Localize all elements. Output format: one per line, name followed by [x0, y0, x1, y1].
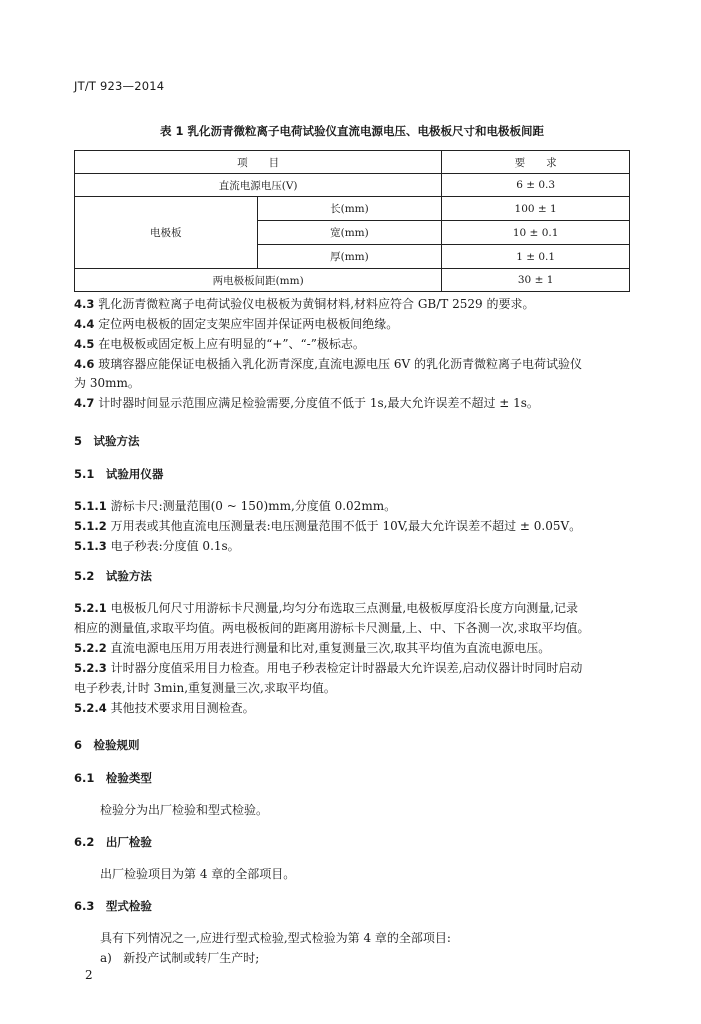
clause-number: 5.1.2 — [74, 519, 107, 533]
list-item-text: 新投产试制或转厂生产时; — [123, 951, 260, 965]
cell-width-label: 宽(mm) — [257, 221, 442, 245]
clause-4-6 — [74, 354, 634, 374]
section-5-heading — [74, 431, 634, 451]
clause-number: 4.6 — [74, 357, 95, 371]
clause-number: 4.3 — [74, 297, 95, 311]
clause-number: 5.2.4 — [74, 701, 107, 715]
cell-length-label: 长(mm) — [257, 197, 442, 221]
clause-4-4 — [74, 314, 634, 334]
section-5-1-heading — [74, 464, 634, 484]
list-item-label: a) — [100, 951, 112, 965]
clause-text: 玻璃容器应能保证电极插入乳化沥青深度,直流电源电压 6V 的乳化沥青微粒离子电荷试验仪 — [98, 357, 582, 371]
section-6-3-heading — [74, 896, 634, 916]
cell-width-value: 10 ± 0.1 — [442, 221, 630, 245]
clause-text: 直流电源电压用万用表进行测量和比对,重复测量三次,取其平均值为直流电源电压。 — [110, 641, 551, 655]
section-title: 出厂检验 — [105, 835, 152, 849]
list-item — [100, 948, 660, 968]
clause-text: 计时器分度值采用目力检查。用电子秒表检定计时器最大允许误差,启动仪器计时同时启动 — [110, 661, 583, 675]
clause-5-2-4 — [74, 698, 634, 718]
clause-number: 4.7 — [74, 396, 95, 410]
cell-electrode-label: 电极板 — [75, 197, 258, 269]
clause-5-2-2 — [74, 638, 634, 658]
section-6-2-text: 出厂检验项目为第 4 章的全部项目。 — [100, 867, 296, 881]
clause-5-2-3-continued: 电子秒表,计时 3min,重复测量三次,求取平均值。 — [74, 681, 336, 695]
cell-thickness-label: 厚(mm) — [257, 245, 442, 269]
section-number: 6.1 — [74, 771, 95, 785]
cell-voltage-label: 直流电源电压(V) — [75, 174, 442, 197]
clause-5-1-2 — [74, 516, 634, 536]
clause-text: 游标卡尺:测量范围(0 ~ 150)mm,分度值 0.02mm。 — [110, 499, 397, 513]
section-number: 6.3 — [74, 899, 95, 913]
clause-5-1-3 — [74, 536, 634, 556]
clause-4-7 — [74, 393, 634, 413]
clause-number: 4.4 — [74, 317, 95, 331]
section-6-heading — [74, 735, 634, 755]
clause-text: 计时器时间显示范围应满足检验需要,分度值不低于 1s,最大允许误差不超过 ± 1s。 — [98, 396, 539, 410]
section-6-1-text: 检验分为出厂检验和型式检验。 — [100, 803, 269, 817]
clause-number: 4.5 — [74, 337, 95, 351]
clause-5-1-1 — [74, 496, 634, 516]
page-number: 2 — [85, 968, 93, 982]
header-item: 项 目 — [75, 151, 442, 174]
clause-number: 5.1.3 — [74, 539, 107, 553]
section-number: 6.2 — [74, 835, 95, 849]
document-code-header: JT/T 923—2014 — [74, 79, 165, 93]
table-row — [75, 174, 630, 197]
section-number: 5.2 — [74, 569, 95, 583]
section-title: 检验类型 — [105, 771, 152, 785]
clause-5-2-3 — [74, 658, 634, 678]
table-row — [75, 197, 630, 221]
clause-4-5 — [74, 334, 634, 354]
clause-text: 电极板几何尺寸用游标卡尺测量,均匀分布选取三点测量,电极板厚度沿长度方向测量,记录 — [110, 601, 579, 615]
clause-text: 万用表或其他直流电压测量表:电压测量范围不低于 10V,最大允许误差不超过 ± 0.05V。 — [110, 519, 582, 533]
table-row — [75, 269, 630, 292]
cell-voltage-value: 6 ± 0.3 — [442, 174, 630, 197]
section-6-1-heading — [74, 768, 634, 788]
clause-4-3 — [74, 294, 634, 314]
spec-table — [74, 150, 630, 292]
table-title: 表 1 乳化沥青微粒离子电荷试验仪直流电源电压、电极板尺寸和电极板间距 — [159, 124, 544, 138]
cell-spacing-label: 两电极板间距(mm) — [75, 269, 442, 292]
section-6-2-heading — [74, 832, 634, 852]
section-title: 型式检验 — [105, 899, 152, 913]
cell-spacing-value: 30 ± 1 — [442, 269, 630, 292]
section-6-3-text: 具有下列情况之一,应进行型式检验,型式检验为第 4 章的全部项目: — [100, 931, 451, 945]
clause-number: 5.2.1 — [74, 601, 107, 615]
section-title: 试验方法 — [105, 569, 152, 583]
clause-number: 5.2.3 — [74, 661, 107, 675]
header-requirement: 要 求 — [442, 151, 630, 174]
cell-length-value: 100 ± 1 — [442, 197, 630, 221]
clause-4-6-continued: 为 30mm。 — [74, 376, 140, 390]
section-number: 6 — [74, 738, 83, 752]
clause-number: 5.2.2 — [74, 641, 107, 655]
clause-text: 定位两电极板的固定支架应牢固并保证两电极板间绝缘。 — [98, 317, 399, 331]
clause-text: 在电极板或固定板上应有明显的“+”、“-”极标志。 — [98, 337, 365, 351]
clause-text: 乳化沥青微粒离子电荷试验仪电极板为黄铜材料,材料应符合 GB/T 2529 的要求。 — [98, 297, 535, 311]
section-number: 5 — [74, 434, 83, 448]
table-header-row — [75, 151, 630, 174]
section-5-2-heading — [74, 566, 634, 586]
clause-text: 电子秒表:分度值 0.1s。 — [110, 539, 240, 553]
clause-text: 其他技术要求用目测检查。 — [110, 701, 255, 715]
clause-5-2-1 — [74, 598, 634, 618]
section-title: 试验方法 — [93, 434, 140, 448]
section-number: 5.1 — [74, 467, 95, 481]
section-title: 检验规则 — [93, 738, 140, 752]
clause-number: 5.1.1 — [74, 499, 107, 513]
clause-5-2-1-continued: 相应的测量值,求取平均值。两电极板间的距离用游标卡尺测量,上、中、下各测一次,求取平均值。 — [74, 621, 590, 635]
section-title: 试验用仪器 — [105, 467, 164, 481]
cell-thickness-value: 1 ± 0.1 — [442, 245, 630, 269]
